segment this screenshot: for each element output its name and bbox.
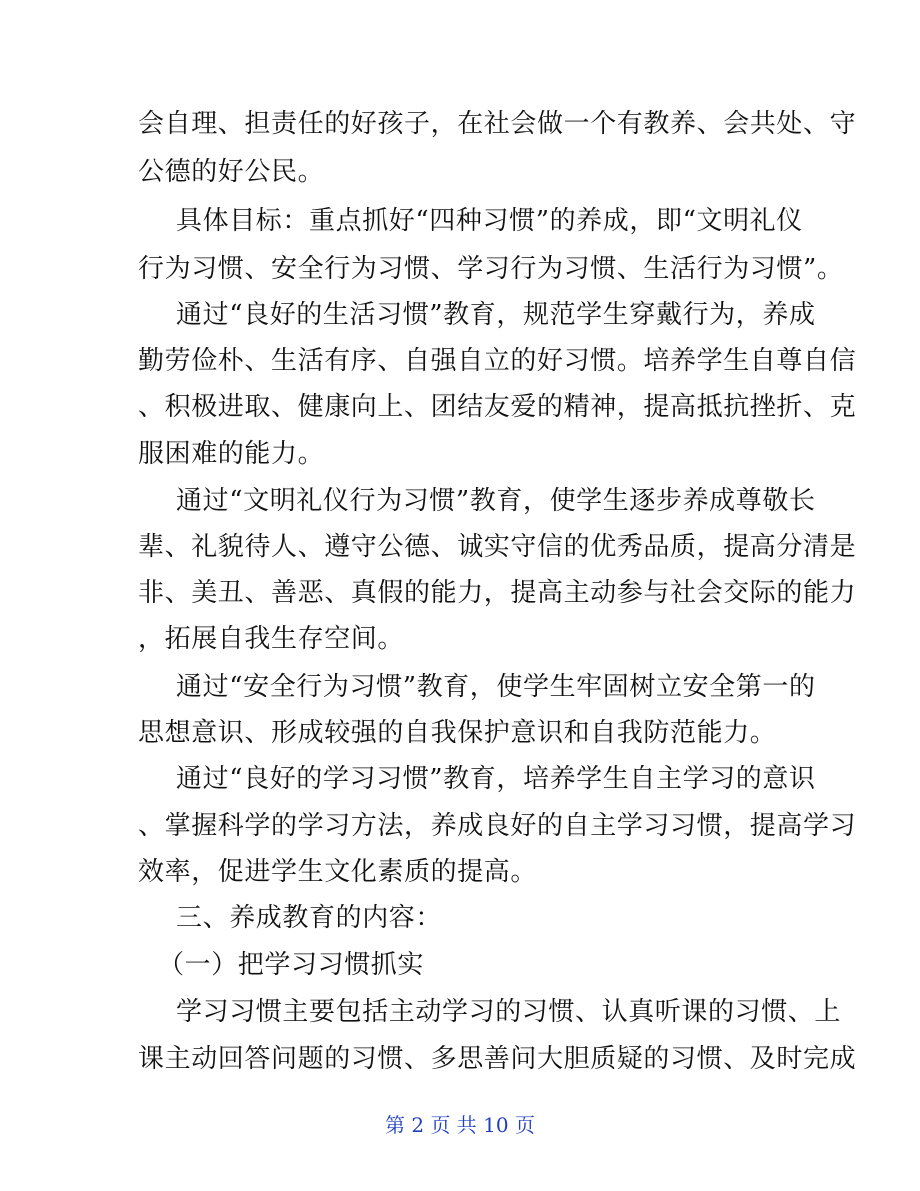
text-line: 学习习惯主要包括主动学习的习惯、认真听课的习惯、上 [176,997,842,1027]
text-line: 服困难的能力。 [138,439,325,469]
text-line: 效率，促进学生文化素质的提高。 [138,857,538,887]
text-line: 通过“安全行为习惯”教育，使学生牢固树立安全第一的 [176,672,816,702]
text-line: 思想意识、形成较强的自我保护意识和自我防范能力。 [138,718,777,748]
text-line: 课主动回答问题的习惯、多思善问大胆质疑的习惯、及时完成 [138,1044,857,1074]
text-line: 通过“文明礼仪行为习惯”教育，使学生逐步养成尊敬长 [176,486,816,516]
text-line: 公德的好公民。 [138,157,325,187]
text-line: 、积极进取、健康向上、团结友爱的精神，提高抵抗挫折、克 [138,392,857,422]
section-heading: 三、养成教育的内容： [176,903,443,933]
text-line: 辈、礼貌待人、遵守公德、诚实守信的优秀品质，提高分清是 [138,532,857,562]
text-line: 勤劳俭朴、生活有序、自强自立的好习惯。培养学生自尊自信 [138,346,857,376]
text-line: 会自理、担责任的好孩子，在社会做一个有教养、会共处、守 [138,109,857,139]
text-line: 通过“良好的生活习惯”教育，规范学生穿戴行为，养成 [176,300,816,330]
subsection-heading: （一）把学习习惯抓实 [158,950,425,980]
text-line: 通过“良好的学习习惯”教育，培养学生自主学习的意识 [176,764,816,794]
text-line: 非、美丑、善恶、真假的能力，提高主动参与社会交际的能力 [138,578,857,608]
text-line: 具体目标：重点抓好“四种习惯”的养成，即“文明礼仪 [176,206,803,236]
text-line: 、掌握科学的学习方法，养成良好的自主学习习惯，提高学习 [138,811,857,841]
page-number: 第 2 页 共 10 页 [385,1113,535,1137]
text-line: ，拓展自我生存空间。 [138,624,405,654]
text-line: 行为习惯、安全行为习惯、学习行为习惯、生活行为习惯”。 [138,254,844,284]
